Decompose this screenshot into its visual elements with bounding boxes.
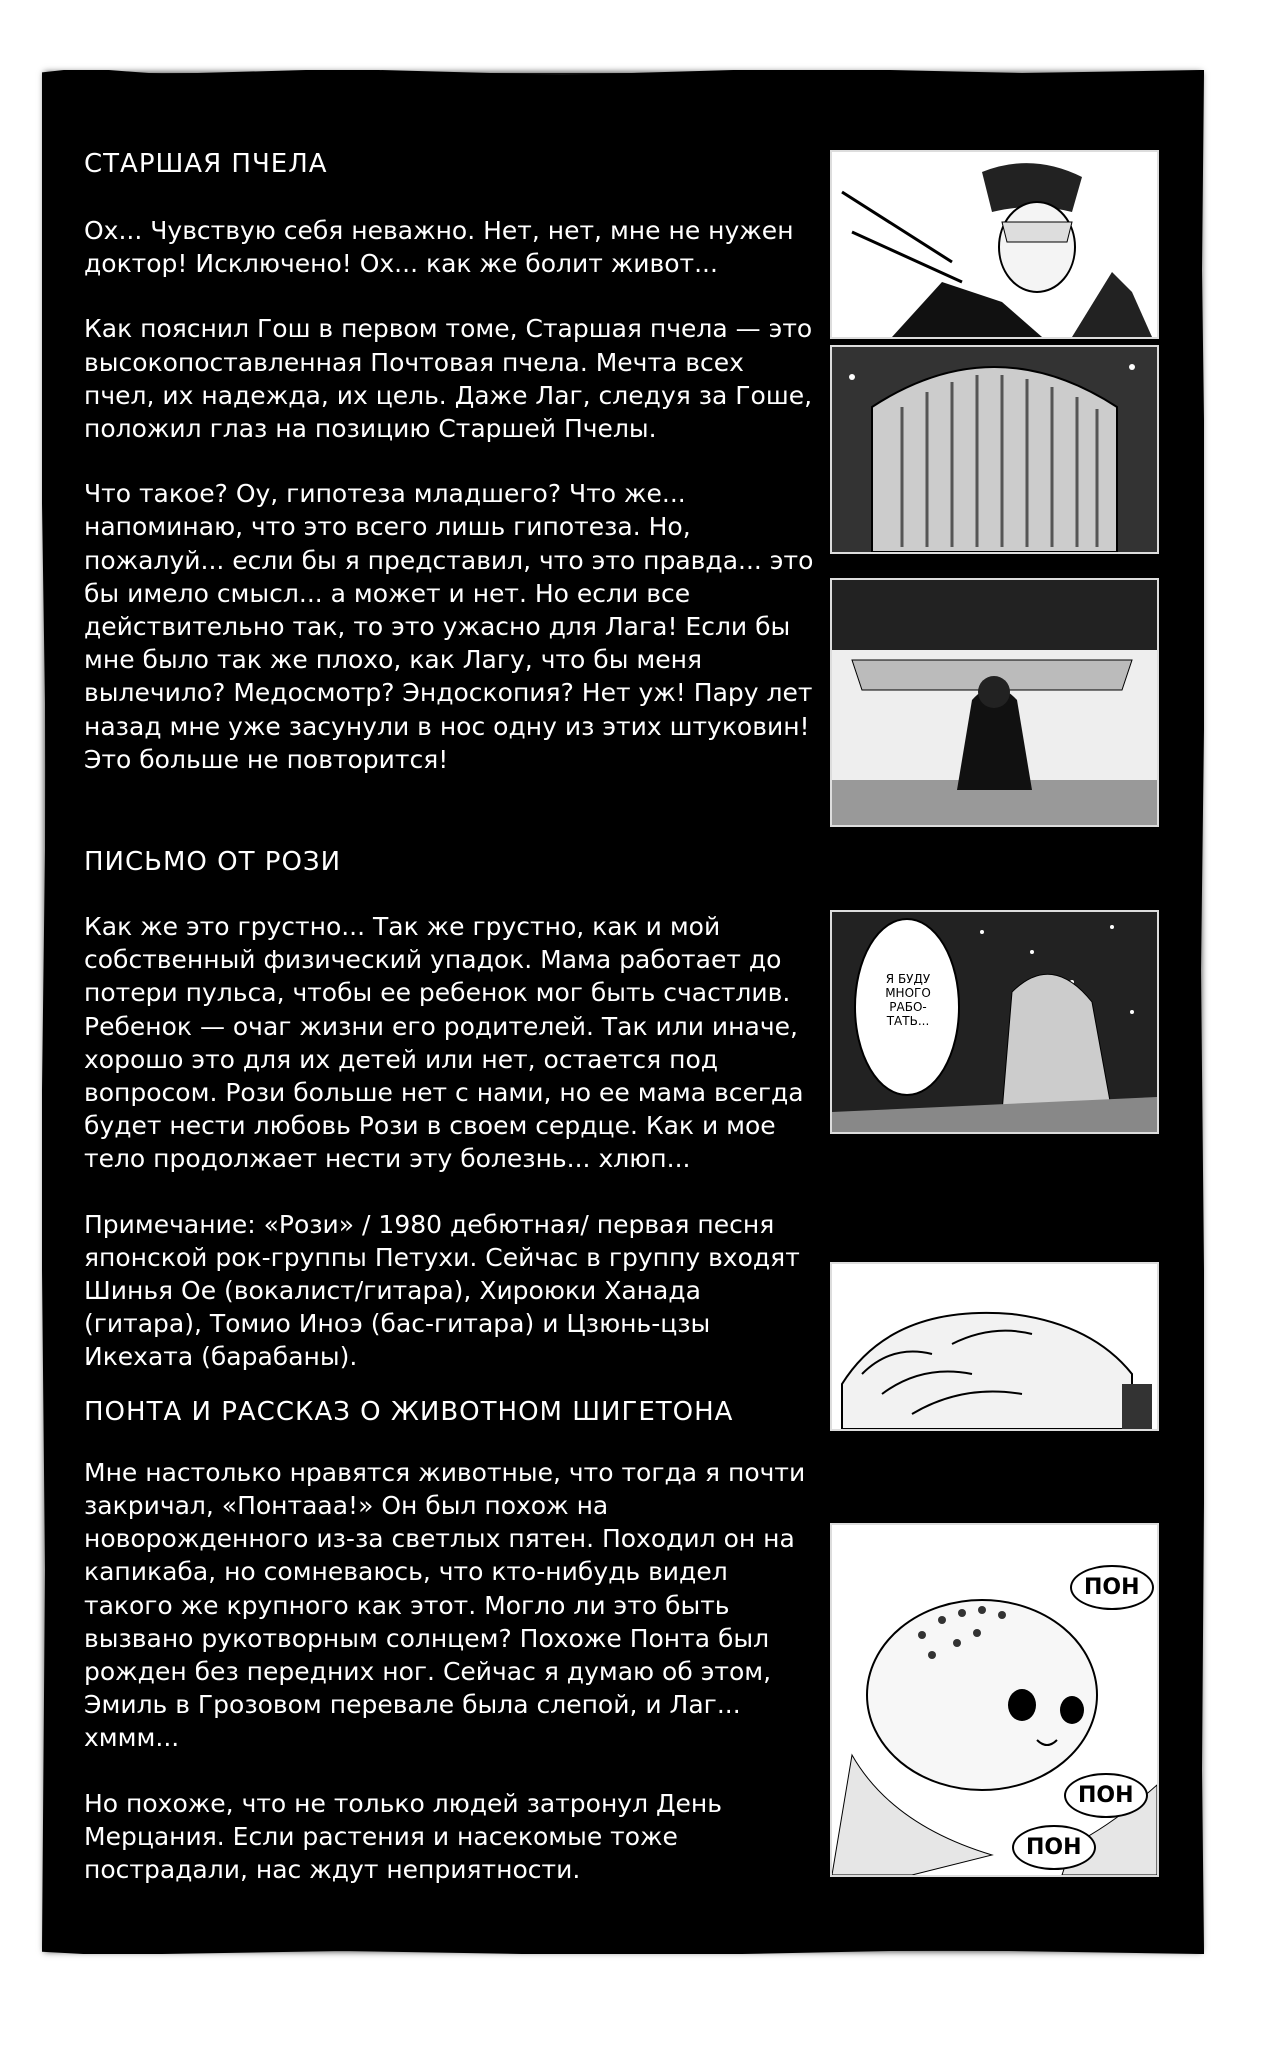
manga-panel-organ [830, 345, 1159, 554]
manga-panel-portrait [830, 150, 1159, 339]
organ-illustration [832, 347, 1157, 552]
heading-ponta: ПОНТА И РАССКАЗ О ЖИВОТНОМ ШИГЕТОНА [84, 1396, 734, 1427]
sound-effect: ПОН [1064, 1773, 1148, 1818]
heading-starshaya-pchela: СТАРШАЯ ПЧЕЛА [84, 149, 328, 179]
sound-effect: ПОН [1012, 1825, 1096, 1870]
paragraph: Как пояснил Гош в первом томе, Старшая пчела — это высокопоставленная Почтовая пчела. Мечта всех пчел, их надежда, их цель. Даже Лаг, следуя за Гоше, положил глаз на позицию Старшей Пчелы. [84, 314, 813, 444]
speech-bubble-text: Я БУДУ МНОГО РАБО- ТАТЬ... [885, 972, 931, 1028]
stairs-illustration [832, 580, 1157, 825]
manga-panel-ruffle [830, 1262, 1159, 1431]
paragraph: Ох... Чувствую себя неважно. Нет, нет, мне не нужен доктор! Исключено! Ох... как же болит живот... [84, 216, 794, 279]
text-column [84, 148, 814, 1886]
manga-panel-bubble [830, 910, 1159, 1134]
portrait-illustration [832, 152, 1157, 337]
paragraph: Что такое? Оу, гипотеза младшего? Что же... напоминаю, что это всего лишь гипотеза. Но, пожалуй... если бы я представил, что это правда... это бы имело смысл... а может и нет. Но если все действительно так, то это ужасно для Лага! Если бы мне было так же плохо, как Лагу, что бы меня вылечило? Медосмотр? Эндоскопия? Нет уж! Пару лет назад мне уже засунули в нос одну из этих штуковин! Это больше не повторится! [84, 479, 814, 774]
manga-panel-stairs [830, 578, 1159, 827]
heading-pismo-ot-rozi: ПИСЬМО ОТ РОЗИ [84, 847, 342, 878]
paragraph: Мне настолько нравятся животные, что тогда я почти закричал, «Понтааа!» Он был похож на новорожденного из-за светлых пятен. Походил он на капикаба, но сомневаюсь, что кто-нибудь видел такого же крупного как этот. Могло ли это быть вызвано рукотворным солнцем? Похоже Понта был рожден без передних ног. Сейчас я думаю об этом, Эмиль в Грозовом перевале была слепой, и Лаг... хммм... [84, 1457, 806, 1753]
paragraph: Примечание: «Рози» / 1980 дебютная/ первая песня японской рок-группы Петухи. Сейчас в группу входят Шинья Ое (вокалист/гитара), Хироюки Ханада (гитара), Томио Иноэ (бас-гитара) и Цзюнь-цзы Икехата (барабаны). [84, 1209, 800, 1372]
sound-effect: ПОН [1070, 1565, 1154, 1610]
paragraph: Но похоже, что не только людей затронул День Мерцания. Если растения и насекомые тоже пострадали, нас ждут неприятности. [84, 1788, 723, 1884]
paragraph: Как же это грустно... Так же грустно, как и мой собственный физический упадок. Мама работает до потери пульса, чтобы ее ребенок мог быть счастлив. Ребенок — очаг жизни его родителей. Так или иначе, хорошо это для их детей или нет, остается под вопросом. Рози больше нет с нами, но ее мама всегда будет нести любовь Рози в своем сердце. Как и мое тело продолжает нести эту болезнь... хлюп... [84, 912, 804, 1174]
ruffle-illustration [832, 1264, 1157, 1429]
manga-panel-ponta [830, 1523, 1159, 1877]
